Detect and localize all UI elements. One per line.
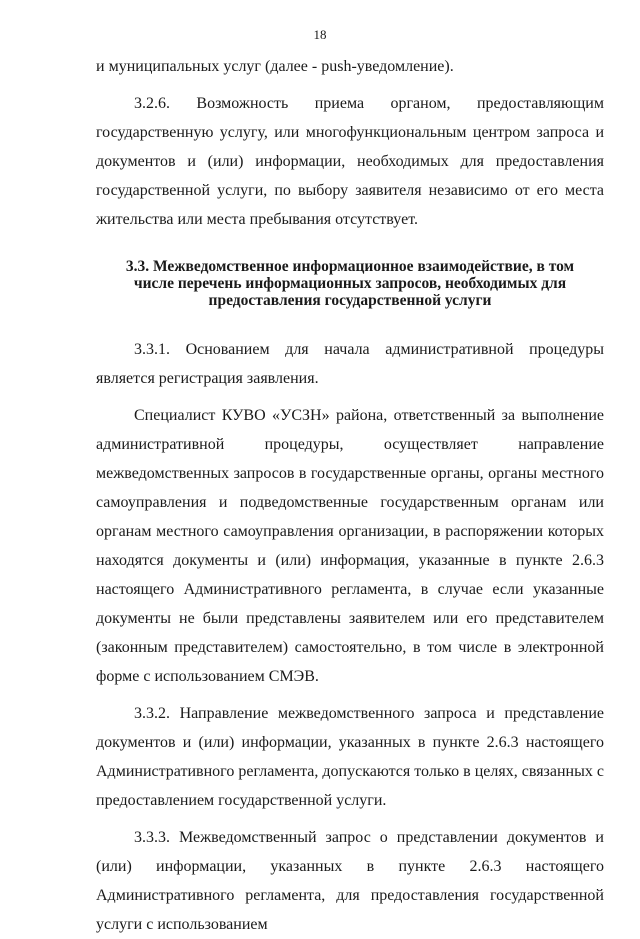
section-heading-line: предоставления государственной услуги (208, 292, 492, 309)
paragraph-continuation: и муниципальных услуг (далее - push-уведомление). (96, 58, 454, 75)
page-number: 18 (313, 27, 327, 42)
paragraph-3-3-2: 3.3.2. Направление межведомственного запроса и представление документов и (или) информации, указанных в пункте 2.6.3 настоящего Административного регламента, допускаются только в целях, связанных с предоставлением государственной услуги. (96, 705, 604, 809)
paragraph-specialist: Специалист КУВО «УСЗН» района, ответственный за выполнение административной процедуры, осуществляет направление межведомственных запросов в государственные органы, органы местного самоуправления и подведомственные государственным органам или органам местного самоуправления организации, в распоряжении которых находятся документы и (или) информация, указанные в пункте 2.6.3 настоящего Административного регламента, в случае если указанные документы не были представлены заявителем или его представителем (законным представителем) самостоятельно, в том числе в электронной форме с использованием СМЭВ. (96, 407, 604, 685)
paragraph-3-3-3: 3.3.3. Межведомственный запрос о представлении документов и (или) информации, указанных в пункте 2.6.3 настоящего Административного регламента, для предоставления государственной услуги с использованием (96, 829, 604, 933)
paragraph-3-2-6: 3.2.6. Возможность приема органом, предоставляющим государственную услугу, или многофункциональным центром запроса и документов и (или) информации, необходимых для предоставления государственной услуги, по выбору заявителя независимо от его места жительства или места пребывания отсутствует. (96, 95, 604, 228)
document-body (96, 52, 604, 939)
section-heading-line: числе перечень информационных запросов, необходимых для (133, 275, 567, 292)
section-heading-line: 3.3. Межведомственное информационное взаимодействие, в том (125, 258, 575, 275)
paragraph-3-3-1: 3.3.1. Основанием для начала административной процедуры является регистрация заявления. (96, 341, 604, 387)
section-heading (96, 258, 604, 309)
